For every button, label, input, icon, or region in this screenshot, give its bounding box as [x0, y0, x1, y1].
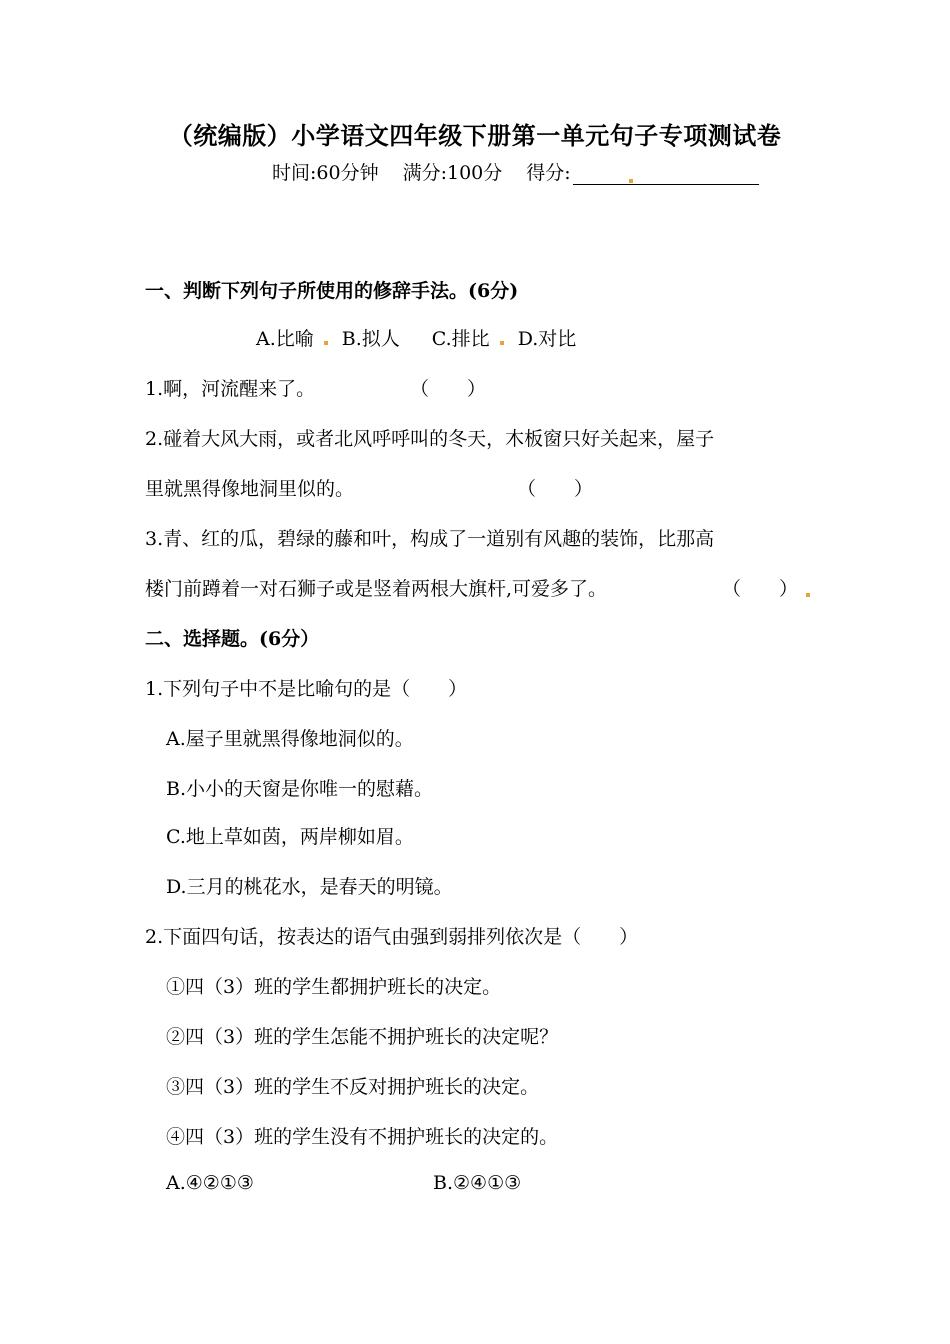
- mark-dot: [629, 179, 633, 183]
- mark-dot: [806, 593, 810, 597]
- mark-dot: [500, 341, 504, 345]
- s2-q2-sentence-1: ①四（3）班的学生都拥护班长的决定。: [166, 976, 502, 998]
- option-c: C.排比: [431, 328, 490, 350]
- option-a: A.比喻: [256, 328, 314, 350]
- s2-q2-option-b: B.②④①③: [433, 1172, 522, 1194]
- s1-question-2-line1: 2.碰着大风大雨，或者北风呼呼叫的冬天，木板窗只好关起来，屋子: [145, 428, 715, 450]
- s2-question-1: 1.下列句子中不是比喻句的是（ ）: [145, 678, 468, 700]
- s2-q1-option-c: C.地上草如茵，两岸柳如眉。: [166, 826, 414, 848]
- section2-heading: 二、选择题。(6分）: [145, 628, 320, 650]
- s1-question-2-line2: 里就黑得像地洞里似的。: [145, 478, 355, 500]
- s1-question-3-line2: 楼门前蹲着一对石狮子或是竖着两根大旗杆,可爱多了。: [145, 578, 608, 600]
- s2-q2-sentence-3: ③四（3）班的学生不反对拥护班长的决定。: [166, 1076, 540, 1098]
- s2-q1-option-b: B.小小的天窗是你唯一的慰藉。: [166, 778, 434, 800]
- rhetoric-options: [256, 324, 576, 351]
- answer-paren[interactable]: （ ）: [722, 578, 799, 600]
- s2-question-2: 2.下面四句话，按表达的语气由强到弱排列依次是（ ）: [145, 926, 639, 948]
- answer-paren[interactable]: （ ）: [517, 478, 594, 500]
- s2-q1-option-a: A.屋子里就黑得像地洞似的。: [166, 728, 414, 750]
- score-blank[interactable]: [573, 162, 759, 185]
- s2-q2-sentence-2: ②四（3）班的学生怎能不拥护班长的决定呢？: [166, 1026, 559, 1048]
- s1-question-3-line1: 3.青、红的瓜，碧绿的藤和叶，构成了一道别有风趣的装饰，比那高: [145, 528, 715, 550]
- mark-dot: [324, 341, 328, 345]
- score-label: 得分:: [526, 162, 571, 184]
- exam-meta: [272, 158, 759, 185]
- option-d: D.对比: [517, 328, 577, 350]
- time-label: 时间:60分钟: [272, 162, 379, 184]
- full-score-label: 满分:100分: [402, 162, 503, 184]
- section1-heading: 一、判断下列句子所使用的修辞手法。(6分): [145, 280, 519, 302]
- s2-q2-option-a: A.④②①③: [166, 1172, 254, 1194]
- option-b: B.拟人: [341, 328, 400, 350]
- s1-question-1: 1.啊，河流醒来了。: [145, 378, 316, 400]
- page-title: （统编版）小学语文四年级下册第一单元句子专项测试卷: [168, 121, 782, 150]
- answer-paren[interactable]: （ ）: [410, 378, 487, 400]
- s2-q2-sentence-4: ④四（3）班的学生没有不拥护班长的决定的。: [166, 1126, 559, 1148]
- s2-q1-option-d: D.三月的桃花水，是春天的明镜。: [166, 876, 453, 898]
